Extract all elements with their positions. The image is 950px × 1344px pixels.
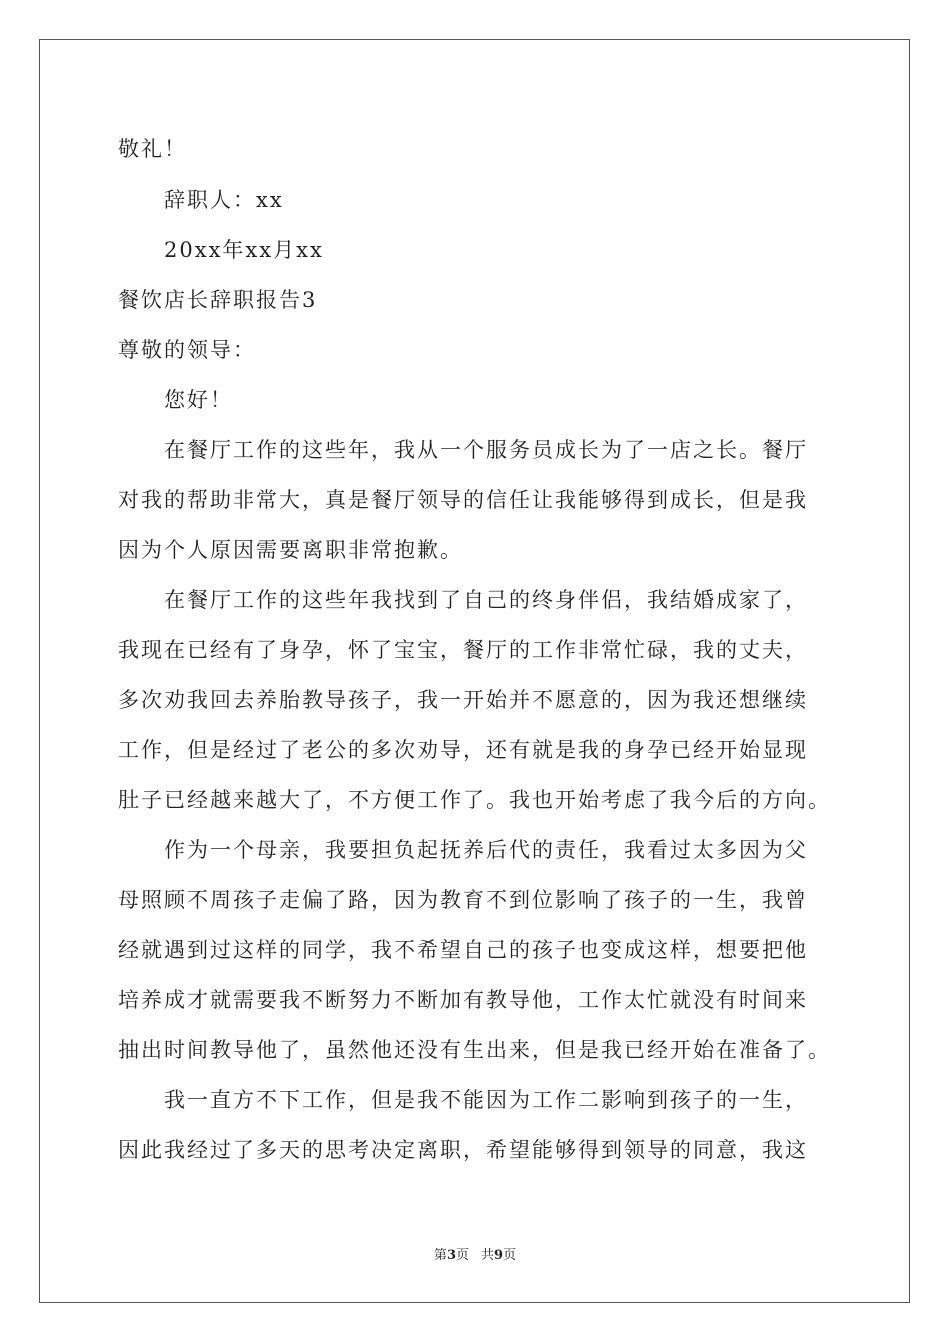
paragraph-3-line-2: 母照顾不周孩子走偏了路，因为教育不到位影响了孩子的一生，我曾 <box>118 888 808 912</box>
paragraph-2-line-4: 工作，但是经过了老公的多次劝导，还有就是我的身孕已经开始显现 <box>118 738 808 762</box>
paragraph-2-line-2: 我现在已经有了身孕，怀了宝宝，餐厅的工作非常忙碌，我的丈夫， <box>118 638 808 662</box>
paragraph-1-line-2: 对我的帮助非常大，真是餐厅领导的信任让我能够得到成长，但是我 <box>118 488 808 512</box>
paragraph-1-line-1: 在餐厅工作的这些年，我从一个服务员成长为了一店之长。餐厅 <box>164 438 808 462</box>
date-line: 20xx年xx月xx <box>164 238 324 262</box>
page-footer <box>0 1248 950 1264</box>
greeting-hello: 您好！ <box>164 388 233 412</box>
signer-line: 辞职人：xx <box>164 188 284 212</box>
greeting-recipient: 尊敬的领导： <box>118 338 256 362</box>
paragraph-1-line-3: 因为个人原因需要离职非常抱歉。 <box>118 538 463 562</box>
closing-salutation: 敬礼！ <box>118 137 187 161</box>
paragraph-3-line-1: 作为一个母亲，我要担负起抚养后代的责任，我看过太多因为父 <box>164 838 808 862</box>
page-number: 第3页 <box>433 1248 469 1263</box>
page-total: 共9页 <box>481 1248 517 1263</box>
paragraph-3-line-4: 培养成才就需要我不断努力不断加有教导他，工作太忙就没有时间来 <box>118 988 808 1012</box>
paragraph-3-line-5: 抽出时间教导他了，虽然他还没有生出来，但是我已经开始在准备了。 <box>118 1038 831 1062</box>
paragraph-2-line-5: 肚子已经越来越大了，不方便工作了。我也开始考虑了我今后的方向。 <box>118 788 831 812</box>
page-border <box>39 39 910 1303</box>
report-title: 餐饮店长辞职报告3 <box>118 288 318 312</box>
paragraph-2-line-1: 在餐厅工作的这些年我找到了自己的终身伴侣，我结婚成家了， <box>164 588 808 612</box>
paragraph-4-line-1: 我一直方不下工作，但是我不能因为工作二影响到孩子的一生， <box>164 1088 808 1112</box>
paragraph-2-line-3: 多次劝我回去养胎教导孩子，我一开始并不愿意的，因为我还想继续 <box>118 688 808 712</box>
paragraph-4-line-2: 因此我经过了多天的思考决定离职，希望能够得到领导的同意，我这 <box>118 1138 808 1162</box>
paragraph-3-line-3: 经就遇到过这样的同学，我不希望自己的孩子也变成这样，想要把他 <box>118 938 808 962</box>
